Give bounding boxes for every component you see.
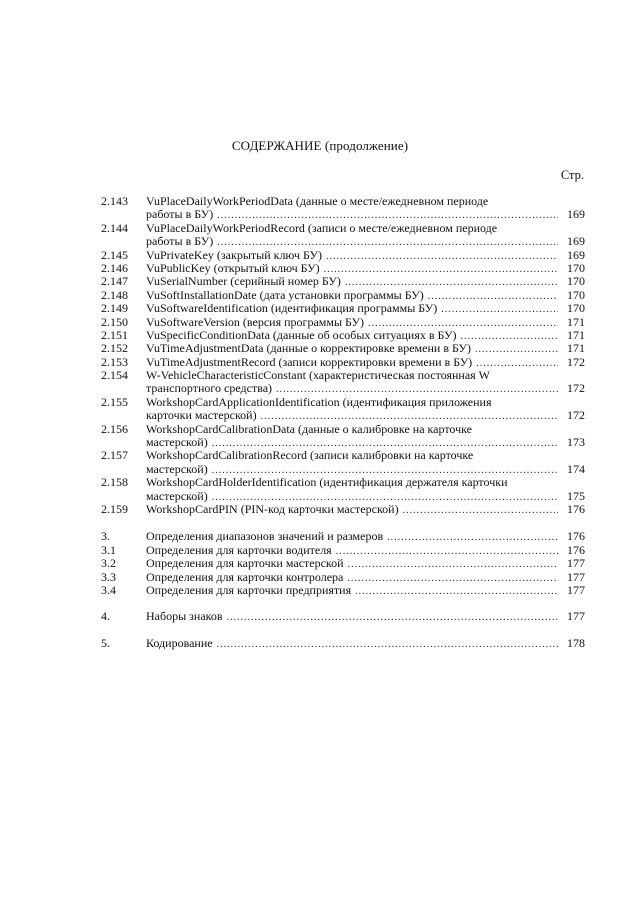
- toc-entry-title: VuSoftInstallationDate (дата установки программы БУ): [146, 287, 424, 302]
- toc-entry[interactable]: [0, 356, 640, 369]
- toc-entry-page: 169: [567, 207, 585, 222]
- toc-entry-number: 3.1: [101, 542, 116, 557]
- toc-entry-number: 3.: [101, 529, 110, 544]
- toc-entry-number: 2.158: [101, 475, 128, 490]
- toc-entry-page: 169: [567, 247, 585, 262]
- toc-entry[interactable]: [0, 249, 640, 262]
- toc-entry-title: VuSoftwareVersion (версия программы БУ): [146, 314, 364, 329]
- toc-entry-number: 3.2: [101, 556, 116, 571]
- dot-leader: [403, 504, 558, 517]
- section-spacer: [0, 597, 640, 610]
- toc-entry-title: Определения для карточки водителя: [146, 542, 332, 557]
- toc-entry[interactable]: [0, 369, 640, 396]
- toc-entry-title: VuSerialNumber (серийный номер БУ): [146, 274, 341, 289]
- dot-leader: [326, 250, 558, 263]
- toc-entry-number: 2.143: [101, 194, 128, 208]
- toc-entry-page: 177: [567, 582, 585, 597]
- toc-entry-number: 2.148: [101, 287, 128, 302]
- toc-entry-title: Определения для карточки мастерской: [146, 556, 344, 571]
- page-title: СОДЕРЖАНИЕ (продолжение): [231, 138, 409, 153]
- dot-leader: [428, 290, 558, 303]
- toc-entry[interactable]: [0, 571, 640, 584]
- dot-leader: [348, 558, 558, 571]
- toc-entry-number: 2.149: [101, 301, 128, 316]
- toc-entry[interactable]: [0, 610, 640, 623]
- toc-entry[interactable]: [0, 423, 640, 450]
- toc-entry-title: мастерской): [146, 461, 208, 476]
- toc-entry[interactable]: [0, 329, 640, 342]
- toc-entry-title: VuPlaceDailyWorkPeriodRecord (записи о месте/ежедневном периоде: [146, 220, 498, 235]
- dot-leader: [441, 303, 558, 316]
- toc-entry[interactable]: [0, 476, 640, 503]
- dot-leader: [227, 611, 558, 624]
- toc-entry-page: 177: [567, 569, 585, 584]
- toc-entry-number: 2.157: [101, 448, 128, 463]
- toc-entry-number: 2.150: [101, 314, 128, 329]
- toc-entry-title: WorkshopCardApplicationIdentification (идентификация приложения: [146, 394, 492, 409]
- toc-entry-title: W-VehicleCharacteristicConstant (характеристическая постоянная W: [146, 368, 491, 383]
- toc-entry[interactable]: [0, 302, 640, 315]
- toc-entry[interactable]: [0, 557, 640, 570]
- toc-entry[interactable]: [0, 584, 640, 597]
- toc-entry-page: 172: [567, 408, 585, 423]
- toc-entry-title: VuSpecificConditionData (данные об особых ситуациях в БУ): [146, 327, 457, 342]
- page-column-header: Стр.: [560, 168, 584, 182]
- dot-leader: [475, 343, 558, 356]
- toc-entry-number: 4.: [101, 609, 110, 624]
- toc-entry-number: 2.144: [101, 220, 128, 235]
- toc-entry-title: WorkshopCardHolderIdentification (идентификация держателя карточки: [146, 475, 508, 490]
- toc-entry-page: 171: [567, 314, 585, 329]
- dot-leader: [387, 531, 558, 544]
- toc-entry[interactable]: [0, 222, 640, 249]
- dot-leader: [336, 545, 558, 558]
- toc-entry-page: 175: [567, 488, 585, 503]
- toc-entry-title: WorkshopCardPIN (PIN-код карточки мастерской): [146, 501, 399, 516]
- toc-entry-title: VuPlaceDailyWorkPeriodData (данные о месте/ежедневном периоде: [146, 194, 489, 208]
- toc-entry-title: работы в БУ): [146, 207, 214, 222]
- dot-leader: [324, 263, 558, 276]
- toc-entry-title: Наборы знаков: [146, 609, 223, 624]
- toc-entry-number: 2.153: [101, 354, 128, 369]
- toc-entry-title: Определения для карточки предприятия: [146, 582, 352, 597]
- toc-entry-title: мастерской): [146, 488, 208, 503]
- dot-leader: [460, 330, 558, 343]
- toc-entry-title: WorkshopCardCalibrationData (данные о калибровке на карточке: [146, 421, 473, 436]
- toc-entry-page: 171: [567, 327, 585, 342]
- toc-entry-number: 2.146: [101, 260, 128, 275]
- toc-entry-page: 176: [567, 542, 585, 557]
- toc-entry-title: VuSoftwareIdentification (идентификация программы БУ): [146, 301, 438, 316]
- toc-entry[interactable]: [0, 530, 640, 543]
- toc-entry-page: 171: [567, 341, 585, 356]
- toc-entry-page: 170: [567, 287, 585, 302]
- toc-entry-title: VuTimeAdjustmentRecord (записи корректировки времени в БУ): [146, 354, 473, 369]
- toc-entry-title: VuTimeAdjustmentData (данные о корректировке времени в БУ): [146, 341, 471, 356]
- toc-entry-page: 178: [567, 635, 585, 650]
- toc-entry[interactable]: [0, 449, 640, 476]
- toc-entry-page: 172: [567, 381, 585, 396]
- toc-entry-page: 174: [567, 461, 585, 476]
- toc-entry-title: Кодирование: [146, 635, 213, 650]
- toc-entry-page: 170: [567, 274, 585, 289]
- toc-entry-title: VuPublicKey (открытый ключ БУ): [146, 260, 320, 275]
- toc-entry-page: 177: [567, 556, 585, 571]
- toc-entry[interactable]: [0, 637, 640, 650]
- toc-entry-number: 2.159: [101, 501, 128, 516]
- toc-entry[interactable]: [0, 342, 640, 355]
- toc-entry[interactable]: [0, 262, 640, 275]
- toc-entry-page: 177: [567, 609, 585, 624]
- toc-entry[interactable]: [0, 316, 640, 329]
- toc-entry-title: Определения диапазонов значений и размеров: [146, 529, 384, 544]
- toc-entry[interactable]: [0, 289, 640, 302]
- toc-entry-title: карточки мастерской): [146, 408, 257, 423]
- toc-entry[interactable]: [0, 275, 640, 288]
- toc-entry-title: мастерской): [146, 435, 208, 450]
- toc-entry-page: 170: [567, 301, 585, 316]
- toc-entry-number: 2.145: [101, 247, 128, 262]
- toc-entry-page: 170: [567, 260, 585, 275]
- toc-entry[interactable]: [0, 503, 640, 516]
- toc-entry-title: транспортного средства): [146, 381, 273, 396]
- dot-leader: [355, 585, 558, 598]
- toc-entry-page: 172: [567, 354, 585, 369]
- toc-entry-number: 2.156: [101, 421, 128, 436]
- toc-entry[interactable]: [0, 544, 640, 557]
- toc-entry-page: 173: [567, 435, 585, 450]
- toc-entry-number: 2.155: [101, 394, 128, 409]
- toc-entry-number: 3.4: [101, 582, 116, 597]
- toc-entry-page: 169: [567, 234, 585, 249]
- dot-leader: [217, 638, 558, 651]
- toc-entry-number: 2.152: [101, 341, 128, 356]
- toc-entry-number: 2.154: [101, 368, 128, 383]
- section-spacer: [0, 516, 640, 530]
- toc-entry-page: 176: [567, 529, 585, 544]
- toc-entry-number: 3.3: [101, 569, 116, 584]
- table-of-contents: [0, 195, 640, 650]
- toc-entry-title: WorkshopCardCalibrationRecord (записи калибровки на карточке: [146, 448, 474, 463]
- section-spacer: [0, 624, 640, 637]
- toc-entry-title: VuPrivateKey (закрытый ключ БУ): [146, 247, 322, 262]
- dot-leader: [347, 572, 558, 585]
- toc-entry-number: 5.: [101, 635, 110, 650]
- toc-entry-page: 176: [567, 501, 585, 516]
- toc-entry[interactable]: [0, 195, 640, 222]
- toc-entry[interactable]: [0, 396, 640, 423]
- toc-entry-title: Определения для карточки контролера: [146, 569, 344, 584]
- toc-entry-title: работы в БУ): [146, 234, 214, 249]
- toc-entry-number: 2.151: [101, 327, 128, 342]
- toc-entry-number: 2.147: [101, 274, 128, 289]
